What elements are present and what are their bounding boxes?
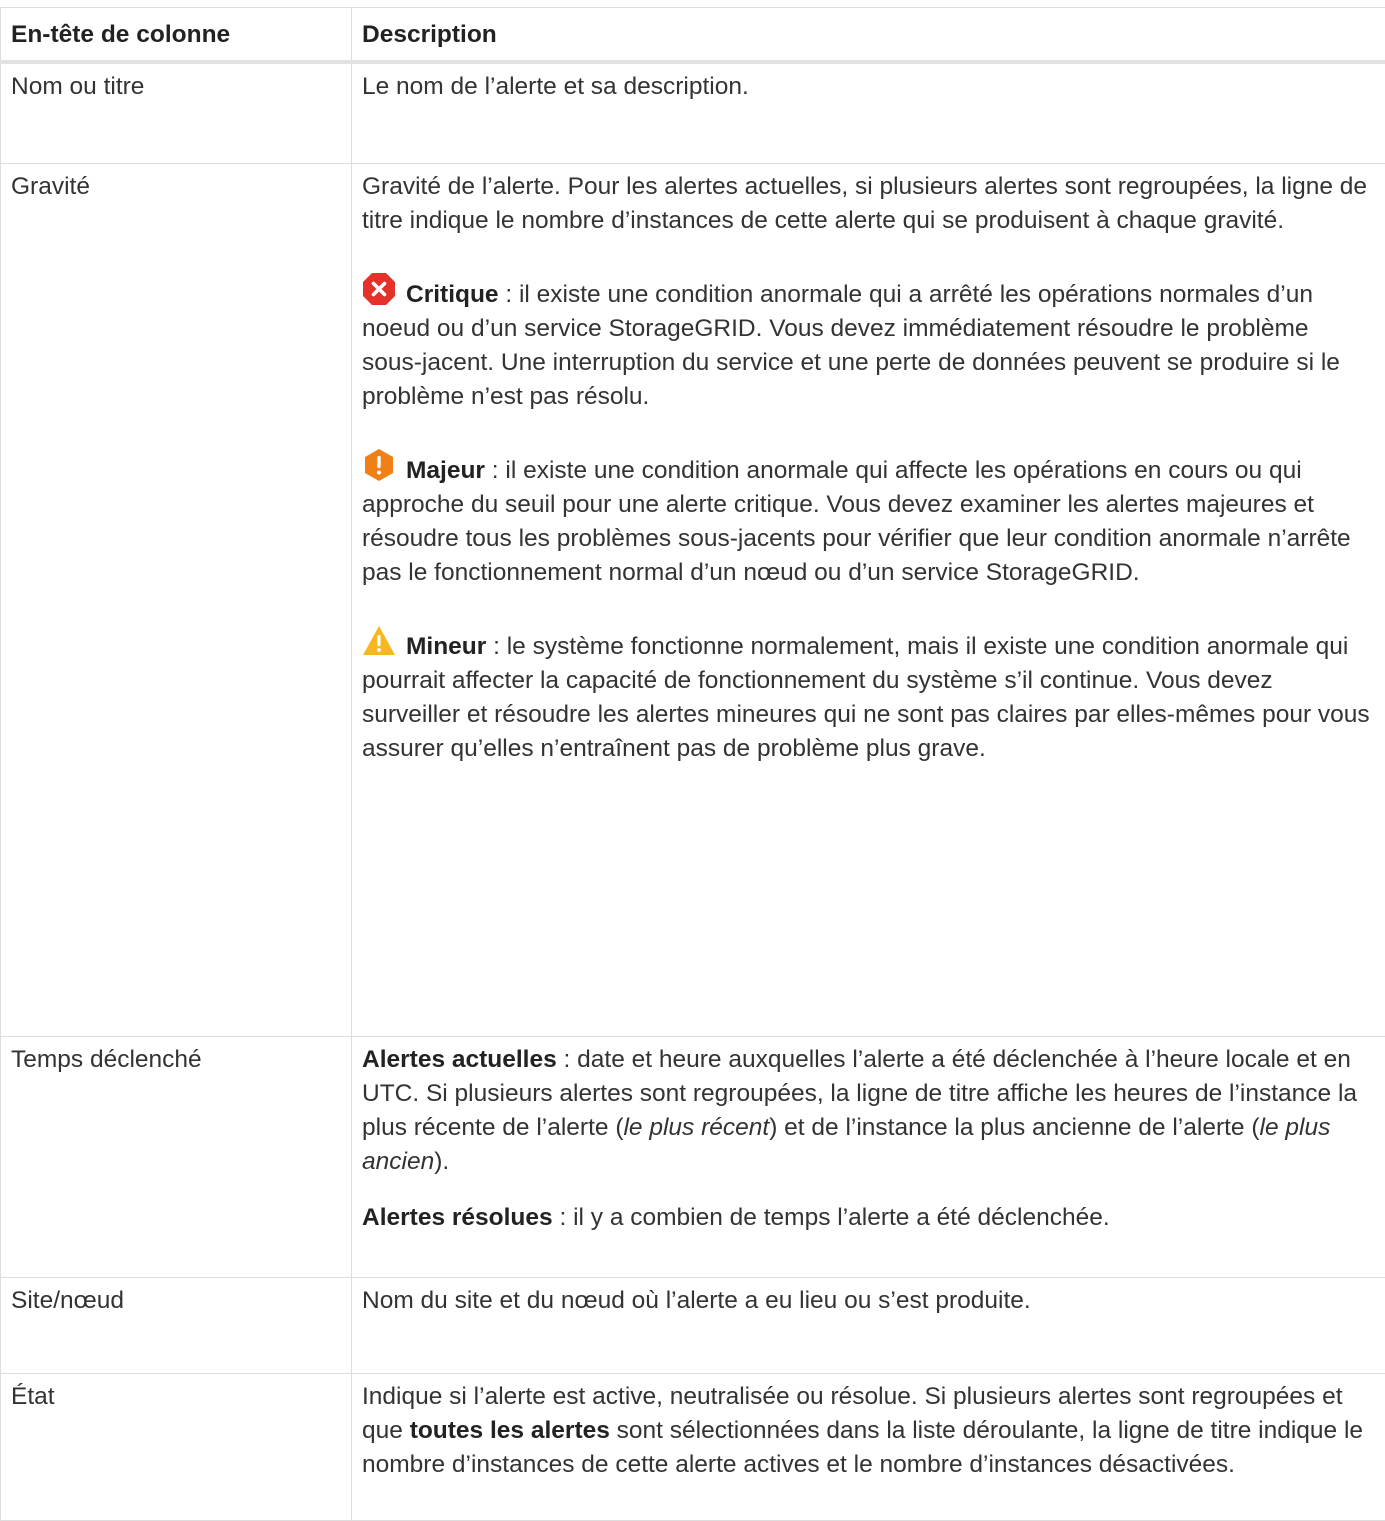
term-alertes-resolues: Alertes résolues bbox=[362, 1204, 553, 1231]
severity-text-critique: : il existe une condition anormale qui a arrêté les opérations normales d’un noeud ou d’un service StorageGRID. Vous devez immédiatement résoudre le problème sous-jacent. Une interruption du service et une perte de données peuvent se produire si le problème n’est pas résolu. bbox=[362, 281, 1340, 410]
row-description-temps bbox=[352, 1037, 1385, 1278]
table-row bbox=[1, 62, 1385, 164]
table-header-row bbox=[1, 8, 1385, 63]
severity-term-mineur: Mineur bbox=[406, 633, 486, 660]
severity-majeur bbox=[362, 448, 1375, 590]
row-description-site bbox=[352, 1278, 1385, 1374]
gravite-intro: Gravité de l’alerte. Pour les alertes actuelles, si plusieurs alertes sont regroupées, la ligne de titre indique le nombre d’instances de cette alerte qui se produisent à chaque gravité. bbox=[362, 170, 1375, 238]
text-actuelles-3: ). bbox=[434, 1148, 449, 1175]
severity-critique bbox=[362, 272, 1375, 414]
severity-term-critique: Critique bbox=[406, 281, 499, 308]
column-header-name: En-tête de colonne bbox=[1, 8, 352, 63]
severity-mineur bbox=[362, 624, 1375, 766]
table-row bbox=[1, 1278, 1385, 1374]
severity-text-mineur: : le système fonctionne normalement, mais il existe une condition anormale qui pourrait affecter la capacité de fonctionnement du système s’il continue. Vous devez surveiller et résoudre les alertes mineures qui ne sont pas claires par elles-mêmes pour vous assurer qu’elles n’entraînent pas de problème plus grave. bbox=[362, 633, 1370, 762]
row-label-site: Site/nœud bbox=[1, 1278, 352, 1374]
em-plus-recent: le plus récent bbox=[623, 1114, 769, 1141]
text-etat-2: sont sélectionnées dans la liste déroulante, la ligne de titre indique le nombre d’instances de cette alerte actives et le nombre d’instances désactivées. bbox=[362, 1417, 1363, 1478]
critical-octagon-x-icon bbox=[362, 272, 396, 306]
row-description-nom bbox=[352, 62, 1385, 164]
minor-triangle-warning-icon bbox=[362, 624, 396, 658]
table-row bbox=[1, 1374, 1385, 1521]
description-text: Nom du site et du nœud où l’alerte a eu lieu ou s’est produite. bbox=[362, 1284, 1375, 1318]
text-etat-1: Indique si l’alerte est active, neutralisée ou résolue. Si plusieurs alertes sont regroupées et que bbox=[362, 1383, 1343, 1444]
row-label-etat: État bbox=[1, 1374, 352, 1521]
major-hexagon-exclamation-icon bbox=[362, 448, 396, 482]
severity-text-majeur: : il existe une condition anormale qui affecte les opérations en cours ou qui approche du seuil pour une alerte critique. Vous devez examiner les alertes majeures et résoudre tous les problèmes sous-jacents pour vérifier que leur condition anormale n’arrête pas le fonctionnement normal d’un nœud ou d’un service StorageGRID. bbox=[362, 457, 1351, 586]
em-plus-ancien: le plus ancien bbox=[362, 1114, 1330, 1175]
strong-toutes-les-alertes: toutes les alertes bbox=[410, 1417, 610, 1444]
row-description-gravite bbox=[352, 164, 1385, 1037]
row-label-gravite: Gravité bbox=[1, 164, 352, 1037]
etat-text bbox=[362, 1380, 1375, 1482]
table-row bbox=[1, 164, 1385, 1037]
text-actuelles-1: : date et heure auxquelles l’alerte a été déclenchée à l’heure locale et en UTC. Si plusieurs alertes sont regroupées, la ligne de titre affiche les heures de l’instance la plus récente de l’alerte ( bbox=[362, 1046, 1357, 1141]
description-text: Le nom de l’alerte et sa description. bbox=[362, 70, 1375, 104]
row-label-nom: Nom ou titre bbox=[1, 62, 352, 164]
row-description-etat bbox=[352, 1374, 1385, 1521]
table-row bbox=[1, 1037, 1385, 1278]
severity-term-majeur: Majeur bbox=[406, 457, 485, 484]
alert-columns-table bbox=[0, 7, 1385, 1521]
term-alertes-actuelles: Alertes actuelles bbox=[362, 1046, 557, 1073]
temps-actuelles bbox=[362, 1043, 1375, 1179]
text-actuelles-2: ) et de l’instance la plus ancienne de l’alerte ( bbox=[769, 1114, 1259, 1141]
row-label-temps: Temps déclenché bbox=[1, 1037, 352, 1278]
text-resolues: : il y a combien de temps l’alerte a été déclenchée. bbox=[553, 1204, 1110, 1231]
temps-resolues bbox=[362, 1201, 1375, 1235]
column-header-description: Description bbox=[352, 8, 1385, 63]
